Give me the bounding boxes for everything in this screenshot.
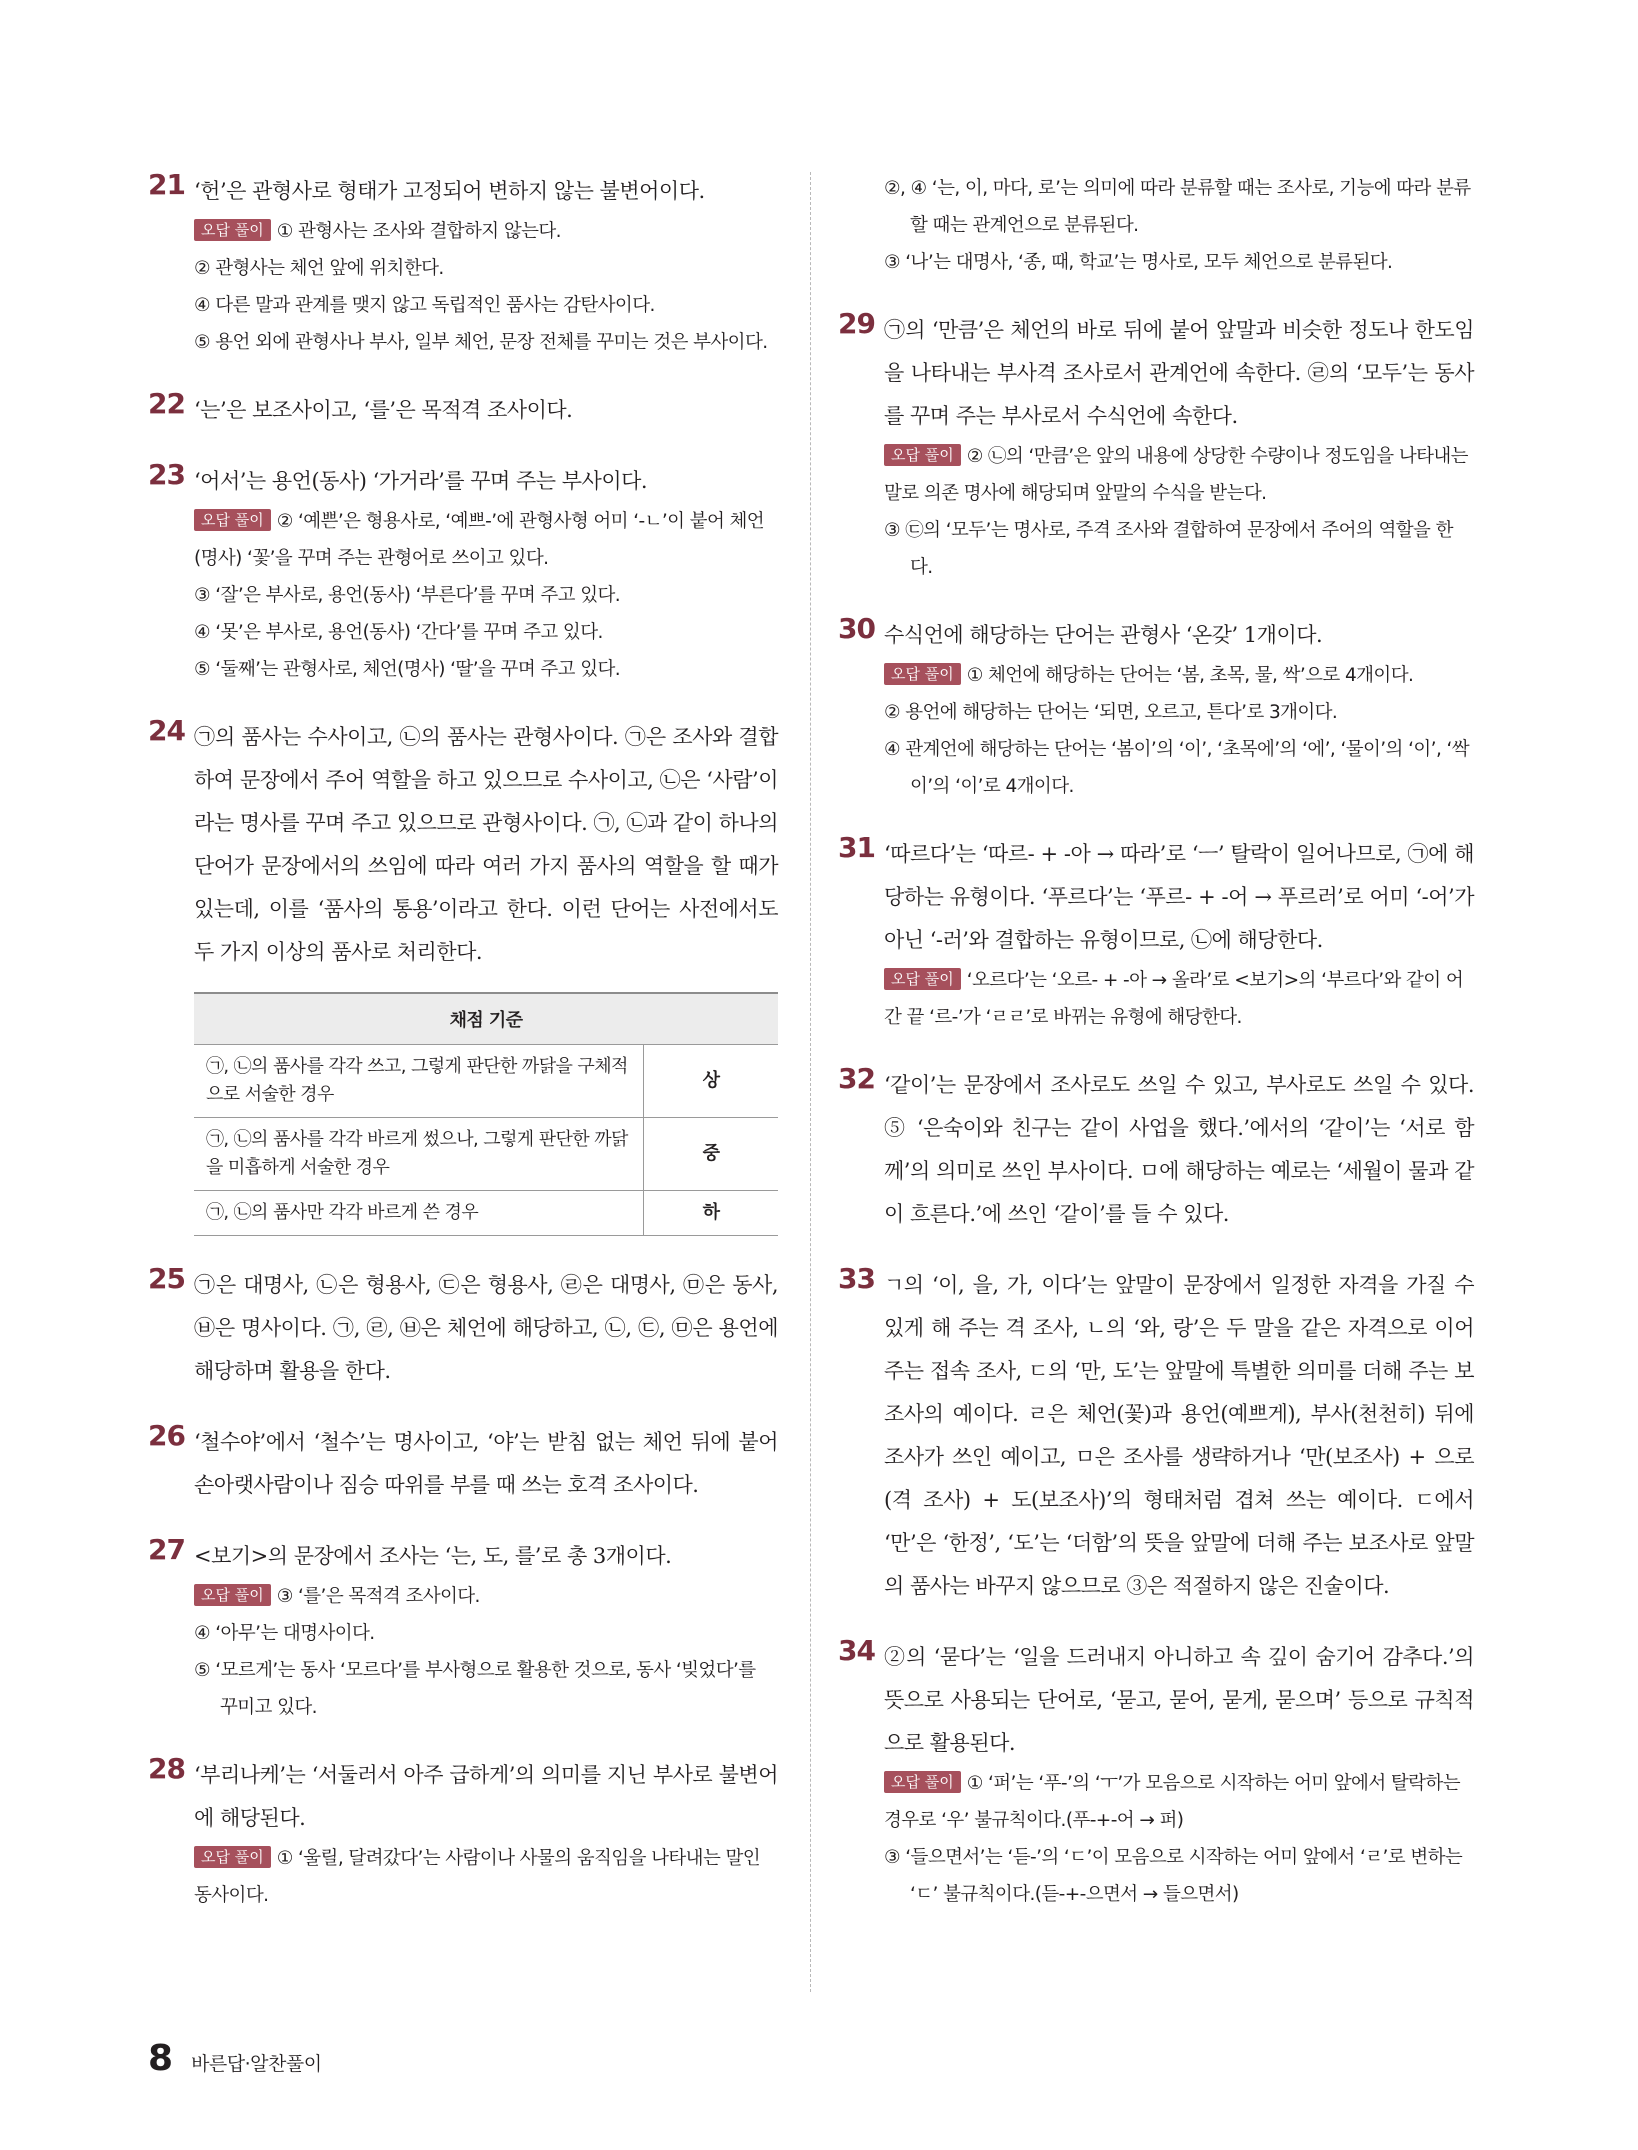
wrong-answer-note: 오답 풀이 ② ‘예쁜’은 형용사로, ‘예쁘-’에 관형사형 어미 ‘-ㄴ’이 붙어 체언(명사) ‘꽃’을 꾸며 주는 관형어로 쓰이고 있다. — [194, 511, 765, 569]
wrong-answer-note: ③ ‘나’는 대명사, ‘종, 때, 학교’는 명사로, 모두 체언으로 분류된다. — [884, 252, 1393, 273]
criterion-cell: ㉠, ㉡의 품사를 각각 바르게 썼으나, 그렇게 판단한 까닭을 미흡하게 서술한 경우 — [194, 1118, 644, 1191]
answer-explanation: ㄱ의 ‘이, 을, 가, 이다’는 앞말이 문장에서 일정한 자격을 가질 수 있게 해 주는 격 조사, ㄴ의 ‘와, 랑’은 두 말을 같은 자격으로 이어 주는 접속 조사, ㄷ의 ‘만, 도’는 앞말에 특별한 의미를 더해 주는 보조사의 예이다. ㄹ은 체언(꽃)과 용언(예쁘게), 부사(천천히) 뒤에 조사가 쓰인 예이고, ㅁ은 조사를 생략하거나 ‘만(보조사) + 으로(격 조사) + 도(보조사)’의 형태처럼 겹쳐 쓰는 예이다. ㄷ에서 ‘만’은 ‘한정’, ‘도’는 ‘더함’의 뜻을 앞말에 더해 주는 보조사로 앞말의 품사는 바꾸지 않으므로 ③은 적절하지 않은 진술이다. — [884, 1273, 1474, 1598]
wrong-answer-badge: 오답 풀이 — [194, 1584, 271, 1606]
question-21 — [148, 170, 778, 361]
wrong-answer-note: ④ ‘아무’는 대명사이다. — [194, 1623, 375, 1644]
question-28-continued — [838, 170, 1474, 281]
question-27 — [148, 1535, 778, 1726]
wrong-answer-note: ⑤ ‘둘째’는 관형사로, 체언(명사) ‘딸’을 꾸며 주고 있다. — [194, 659, 621, 680]
answer-explanation: ㉠은 대명사, ㉡은 형용사, ㉢은 형용사, ㉣은 대명사, ㉤은 동사, ㉥은 명사이다. ㉠, ㉣, ㉥은 체언에 해당하고, ㉡, ㉢, ㉤은 용언에 해당하며 활용을 한다. — [194, 1273, 778, 1383]
wrong-answer-note: 오답 풀이 ② ㉡의 ‘만큼’은 앞의 내용에 상당한 수량이나 정도임을 나타내는 말로 의존 명사에 해당되며 앞말의 수식을 받는다. — [884, 446, 1468, 504]
question-31 — [838, 833, 1474, 1036]
table-row — [194, 1118, 778, 1191]
wrong-answer-note: ③ ㉢의 ‘모두’는 명사로, 주격 조사와 결합하여 문장에서 주어의 역할을 한다. — [884, 520, 1453, 578]
question-number: 32 — [838, 1062, 875, 1095]
question-23 — [148, 460, 778, 688]
answer-explanation: ㉠의 품사는 수사이고, ㉡의 품사는 관형사이다. ㉠은 조사와 결합하여 문장에서 주어 역할을 하고 있으므로 수사이고, ㉡은 ‘사람’이라는 명사를 꾸며 주고 있으므로 관형사이다. ㉠, ㉡과 같이 하나의 단어가 문장에서의 쓰임에 따라 여러 가지 품사의 역할을 할 때가 있는데, 이를 ‘품사의 통용’이라고 한다. 이런 단어는 사전에서도 두 가지 이상의 품사로 처리한다. — [194, 725, 778, 964]
question-number: 33 — [838, 1262, 875, 1295]
wrong-answer-badge: 오답 풀이 — [884, 1771, 961, 1793]
answer-explanation: 수식언에 해당하는 단어는 관형사 ‘온갖’ 1개이다. — [884, 623, 1323, 647]
wrong-answer-note: ⑤ ‘모르게’는 동사 ‘모르다’를 부사형으로 활용한 것으로, 동사 ‘빚었다’를 꾸미고 있다. — [194, 1660, 756, 1718]
table-row — [194, 1045, 778, 1118]
question-22 — [148, 389, 778, 432]
wrong-answer-note: ② 관형사는 체언 앞에 위치한다. — [194, 258, 444, 279]
wrong-answer-note: ② 용언에 해당하는 단어는 ‘되면, 오르고, 튼다’로 3개이다. — [884, 702, 1338, 723]
book-section-title: 바른답·알찬풀이 — [191, 2053, 322, 2075]
wrong-answer-note: ③ ‘잘’은 부사로, 용언(동사) ‘부른다’를 꾸며 주고 있다. — [194, 585, 621, 606]
answer-explanation: <보기>의 문장에서 조사는 ‘는, 도, 를’로 총 3개이다. — [194, 1544, 672, 1568]
criterion-cell: ㉠, ㉡의 품사를 각각 쓰고, 그렇게 판단한 까닭을 구체적으로 서술한 경우 — [194, 1045, 644, 1118]
table-header: 채점 기준 — [194, 993, 778, 1045]
question-number: 30 — [838, 612, 875, 645]
level-cell: 상 — [644, 1045, 779, 1118]
question-25 — [148, 1264, 778, 1393]
wrong-answer-note: ⑤ 용언 외에 관형사나 부사, 일부 체언, 문장 전체를 꾸미는 것은 부사이다. — [194, 332, 768, 353]
question-number: 34 — [838, 1634, 875, 1667]
question-number: 24 — [148, 714, 185, 747]
answer-explanation: ‘따르다’는 ‘따르- + -아 → 따라’로 ‘ㅡ’ 탈락이 일어나므로, ㉠에 해당하는 유형이다. ‘푸르다’는 ‘푸르- + -어 → 푸르러’로 어미 ‘-어’가 아닌 ‘-러’와 결합하는 유형이므로, ㉡에 해당한다. — [884, 842, 1474, 952]
wrong-answer-note: 오답 풀이 ① 체언에 해당하는 단어는 ‘봄, 초목, 물, 싹’으로 4개이다. — [884, 657, 1474, 694]
answer-explanation: ‘부리나케’는 ‘서둘러서 아주 급하게’의 의미를 지닌 부사로 불변어에 해당된다. — [194, 1763, 778, 1830]
level-cell: 중 — [644, 1118, 779, 1191]
question-number: 22 — [148, 387, 185, 420]
level-cell: 하 — [644, 1191, 779, 1236]
wrong-answer-note: 오답 풀이 ① ‘울릴, 달려갔다’는 사람이나 사물의 움직임을 나타내는 말인 동사이다. — [194, 1848, 761, 1906]
question-number: 23 — [148, 458, 185, 491]
wrong-answer-note: ②, ④ ‘는, 이, 마다, 로’는 의미에 따라 분류할 때는 조사로, 기능에 따라 분류할 때는 관계언으로 분류된다. — [884, 178, 1471, 236]
page-number: 8 — [148, 2038, 174, 2079]
answer-explanation: ‘헌’은 관형사로 형태가 고정되어 변하지 않는 불변어이다. — [194, 179, 705, 203]
wrong-answer-badge: 오답 풀이 — [194, 1846, 271, 1868]
wrong-answer-note: 오답 풀이 ③ ‘를’은 목적격 조사이다. — [194, 1578, 778, 1615]
wrong-answer-note: 오답 풀이 ① 관형사는 조사와 결합하지 않는다. — [194, 213, 778, 250]
answer-explanation: ‘같이’는 문장에서 조사로도 쓰일 수 있고, 부사로도 쓰일 수 있다. ⑤ ‘은숙이와 친구는 같이 사업을 했다.’에서의 ‘같이’는 ‘서로 함께’의 의미로 쓰인 부사이다. ㅁ에 해당하는 예로는 ‘세월이 물과 같이 흐른다.’에 쓰인 ‘같이’를 들 수 있다. — [884, 1073, 1474, 1226]
question-28 — [148, 1754, 778, 1914]
question-number: 26 — [148, 1419, 185, 1452]
question-29 — [838, 309, 1474, 586]
question-number: 28 — [148, 1752, 185, 1785]
answer-explanation: ㉠의 ‘만큼’은 체언의 바로 뒤에 붙어 앞말과 비슷한 정도나 한도임을 나타내는 부사격 조사로서 관계언에 속한다. ㉣의 ‘모두’는 동사를 꾸며 주는 부사로서 수식언에 속한다. — [884, 318, 1474, 428]
question-number: 21 — [148, 168, 185, 201]
question-26 — [148, 1421, 778, 1507]
wrong-answer-note: ④ ‘못’은 부사로, 용언(동사) ‘간다’를 꾸며 주고 있다. — [194, 622, 603, 643]
page-footer — [148, 2038, 322, 2079]
question-33 — [838, 1264, 1474, 1608]
question-34 — [838, 1636, 1474, 1913]
answer-explanation: ‘어서’는 용언(동사) ‘가거라’를 꾸며 주는 부사이다. — [194, 469, 648, 493]
answer-explanation: ②의 ‘묻다’는 ‘일을 드러내지 아니하고 속 깊이 숨기어 감추다.’의 뜻으로 사용되는 단어로, ‘묻고, 묻어, 묻게, 묻으며’ 등으로 규칙적으로 활용된다. — [884, 1645, 1474, 1755]
wrong-answer-note: ③ ‘들으면서’는 ‘듣-’의 ‘ㄷ’이 모음으로 시작하는 어미 앞에서 ‘ㄹ’로 변하는 ‘ㄷ’ 불규칙이다.(듣-+-으면서 → 들으면서) — [884, 1847, 1463, 1905]
wrong-answer-badge: 오답 풀이 — [884, 444, 961, 466]
question-number: 27 — [148, 1533, 185, 1566]
wrong-answer-note: ④ 관계언에 해당하는 단어는 ‘봄이’의 ‘이’, ‘초목에’의 ‘에’, ‘물이’의 ‘이’, ‘싹이’의 ‘이’로 4개이다. — [884, 739, 1470, 797]
right-column — [838, 170, 1474, 1941]
wrong-answer-badge: 오답 풀이 — [884, 968, 961, 990]
question-32 — [838, 1064, 1474, 1236]
wrong-answer-note: 오답 풀이 ① ‘퍼’는 ‘푸-’의 ‘ㅜ’가 모음으로 시작하는 어미 앞에서 탈락하는 경우로 ‘우’ 불규칙이다.(푸-+-어 → 퍼) — [884, 1773, 1460, 1831]
table-row — [194, 1191, 778, 1236]
wrong-answer-note: ④ 다른 말과 관계를 맺지 않고 독립적인 품사는 감탄사이다. — [194, 295, 655, 316]
column-divider — [810, 172, 811, 1992]
wrong-answer-badge: 오답 풀이 — [194, 509, 271, 531]
scoring-criteria-table — [194, 992, 778, 1236]
left-column — [148, 170, 778, 1942]
question-number: 31 — [838, 831, 875, 864]
question-30 — [838, 614, 1474, 805]
question-number: 29 — [838, 307, 875, 340]
wrong-answer-note: 오답 풀이 ‘오르다’는 ‘오르- + -아 → 올라’로 <보기>의 ‘부르다’와 같이 어간 끝 ‘르-’가 ‘ㄹㄹ’로 바뀌는 유형에 해당한다. — [884, 970, 1464, 1028]
wrong-answer-badge: 오답 풀이 — [884, 663, 961, 685]
answer-explanation: ‘는’은 보조사이고, ‘를’은 목적격 조사이다. — [194, 398, 573, 422]
question-number: 25 — [148, 1262, 185, 1295]
criterion-cell: ㉠, ㉡의 품사만 각각 바르게 쓴 경우 — [194, 1191, 644, 1236]
wrong-answer-badge: 오답 풀이 — [194, 219, 271, 241]
answer-explanation: ‘철수야’에서 ‘철수’는 명사이고, ‘야’는 받침 없는 체언 뒤에 붙어 손아랫사람이나 짐승 따위를 부를 때 쓰는 호격 조사이다. — [194, 1430, 778, 1497]
question-24 — [148, 716, 778, 1236]
